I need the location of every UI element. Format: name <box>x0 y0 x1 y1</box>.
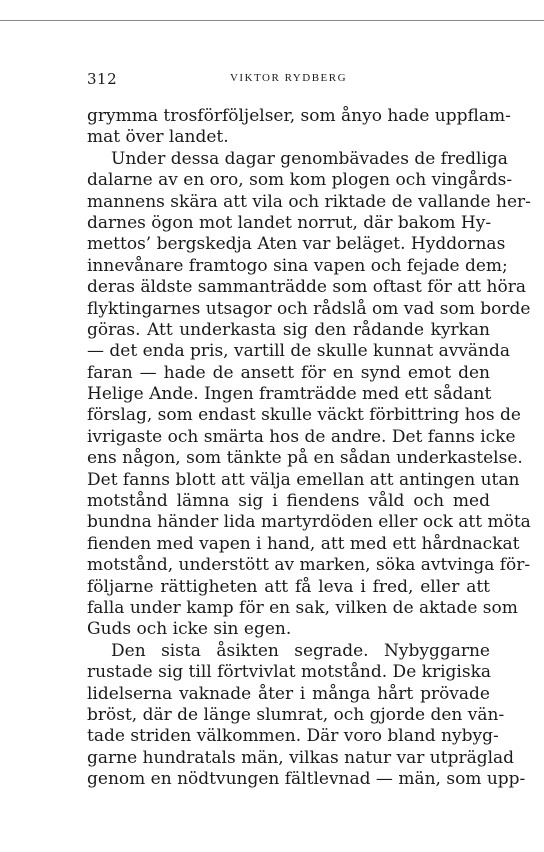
text-line: ens någon, som tänkte på en sådan underkastelse. <box>87 448 523 469</box>
text-line: mannens skära att vila och riktade de vallande her- <box>87 191 531 212</box>
text-line: göras. Att underkasta sig den rådande kyrkan <box>87 319 490 340</box>
page-header <box>87 70 490 92</box>
text-line: följarne rättigheten att få leva i fred, eller att <box>87 576 490 597</box>
text-line: Under dessa dagar genombävades de fredliga <box>111 148 508 169</box>
text-line: Helige Ande. Ingen framträdde med ett sådant <box>87 384 492 405</box>
text-line: förslag, som endast skulle väckt förbittring hos de <box>87 405 521 426</box>
text-line: mat över landet. <box>87 127 229 148</box>
text-line: deras äldste sammanträdde som oftast för att höra <box>87 277 526 298</box>
text-line: garne hundratals män, vilkas natur var utpräglad <box>87 747 515 768</box>
text-line: Guds och icke sin egen. <box>87 619 292 640</box>
top-rule <box>0 20 544 21</box>
text-line: rustade sig till förtvivlat motstånd. De krigiska <box>87 662 491 683</box>
text-line: flyktingarnes utsagor och rådslå om vad som borde <box>87 298 531 319</box>
page-number: 312 <box>87 70 118 88</box>
text-line: dalarne av en oro, som kom plogen och vingårds- <box>87 170 513 191</box>
text-line: motstånd lämna sig i fiendens våld och med <box>87 491 490 512</box>
text-line: Det fanns blott att välja emellan att antingen utan <box>87 469 520 490</box>
text-line: bröst, där de länge slumrat, och gjorde den vän- <box>87 704 505 725</box>
book-page <box>87 70 531 791</box>
text-line: fienden med vapen i hand, att med ett hårdnackat <box>87 533 520 554</box>
text-line: ivrigaste och smärta hos de andre. Det fanns icke <box>87 426 516 447</box>
text-line: genom en nödtvungen fältlevnad — män, som upp- <box>87 769 526 790</box>
text-line: — det enda pris, vartill de skulle kunnat avvända <box>87 341 511 362</box>
text-line: faran — hade de ansett för en synd emot den <box>87 362 490 383</box>
text-line: falla under kamp för en sak, vilken de aktade som <box>87 597 518 618</box>
text-line: grymma trosförföljelser, som ånyo hade uppflam- <box>87 106 511 126</box>
text-line: darnes ögon mot landet norrut, där bakom Hy- <box>87 212 492 233</box>
text-line: mettos’ bergskedja Aten var beläget. Hyddornas <box>87 234 506 255</box>
running-title: VIKTOR RYDBERG <box>229 72 348 84</box>
text-line: lidelserna vaknade åter i många hårt prövade <box>87 683 490 704</box>
text-line: tade striden välkommen. Där voro bland nybyg- <box>87 726 499 747</box>
text-line: innevånare framtogo sina vapen och fejade dem; <box>87 255 508 276</box>
body-text <box>87 106 531 791</box>
text-line: bundna händer lida martyrdöden eller ock att möta <box>87 512 531 533</box>
text-line: Den sista åsikten segrade. Nybyggarne <box>111 640 490 661</box>
text-line: motstånd, understött av marken, söka avtvinga för- <box>87 555 531 576</box>
